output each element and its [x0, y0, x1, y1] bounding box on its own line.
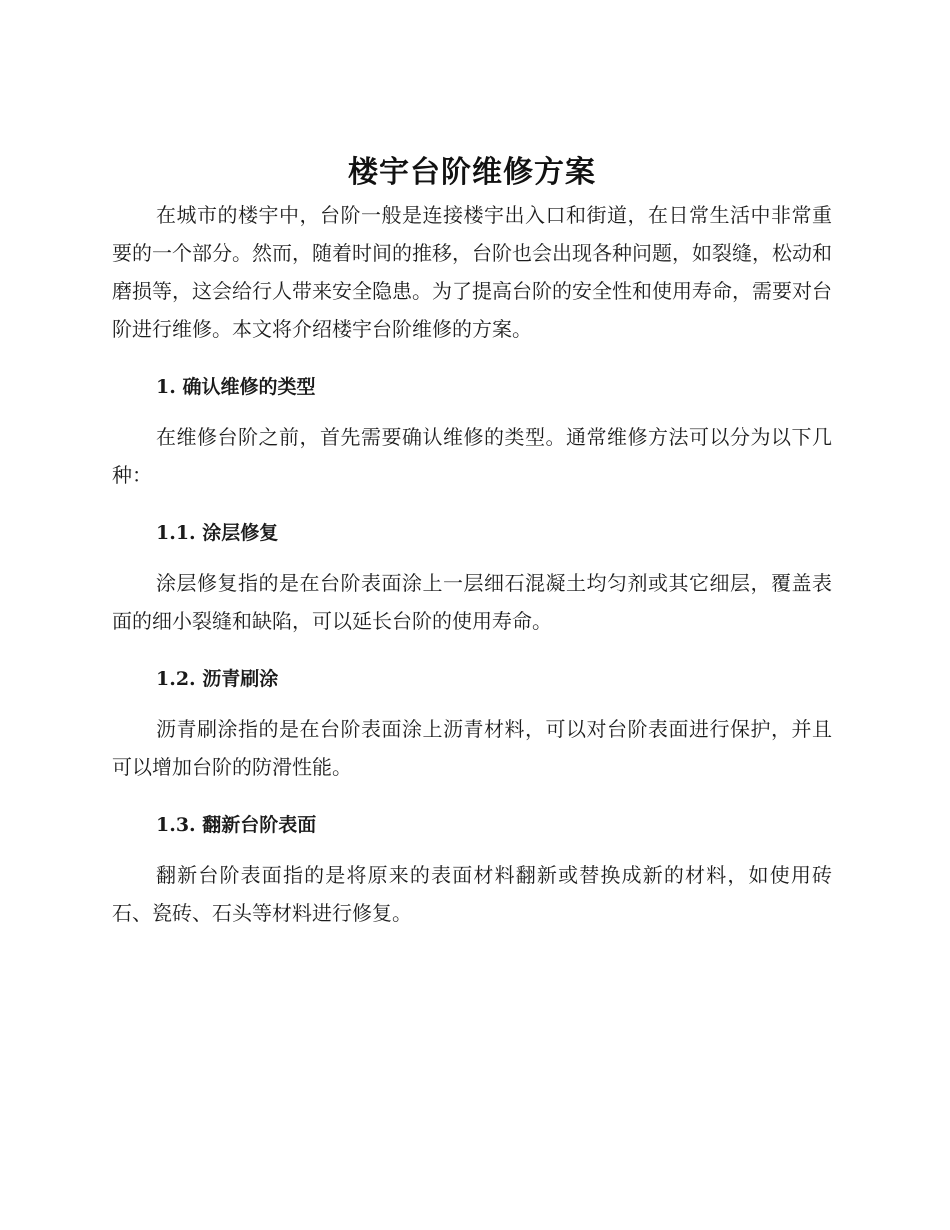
- intro-paragraph: 在城市的楼宇中，台阶一般是连接楼宇出入口和街道，在日常生活中非常重要的一个部分。然而，随着时间的推移，台阶也会出现各种问题，如裂缝，松动和磨损等，这会给行人带来安全隐患。为了提高台阶的安全性和使用寿命，需要对台阶进行维修。本文将介绍楼宇台阶维修的方案。: [112, 203, 832, 341]
- section-heading: 1.1. 涂层修复: [156, 522, 279, 544]
- document-content: [112, 150, 832, 932]
- section-1-3: [112, 810, 832, 932]
- section-body: 翻新台阶表面指的是将原来的表面材料翻新或替换成新的材料，如使用砖石、瓷砖、石头等材料进行修复。: [112, 863, 832, 925]
- section-body: 沥青刷涂指的是在台阶表面涂上沥青材料，可以对台阶表面进行保护，并且可以增加台阶的防滑性能。: [112, 717, 832, 779]
- section-1-2: [112, 664, 832, 786]
- section-body: 涂层修复指的是在台阶表面涂上一层细石混凝土均匀剂或其它细层，覆盖表面的细小裂缝和缺陷，可以延长台阶的使用寿命。: [112, 571, 832, 633]
- section-heading: 1. 确认维修的类型: [156, 376, 316, 398]
- section-heading: 1.2. 沥青刷涂: [156, 668, 279, 690]
- section-heading: 1.3. 翻新台阶表面: [156, 814, 317, 836]
- section-body: 在维修台阶之前，首先需要确认维修的类型。通常维修方法可以分为以下几种：: [112, 425, 832, 487]
- section-1-1: [112, 518, 832, 640]
- section-1: [112, 372, 832, 494]
- page-title: 楼宇台阶维修方案: [348, 155, 596, 190]
